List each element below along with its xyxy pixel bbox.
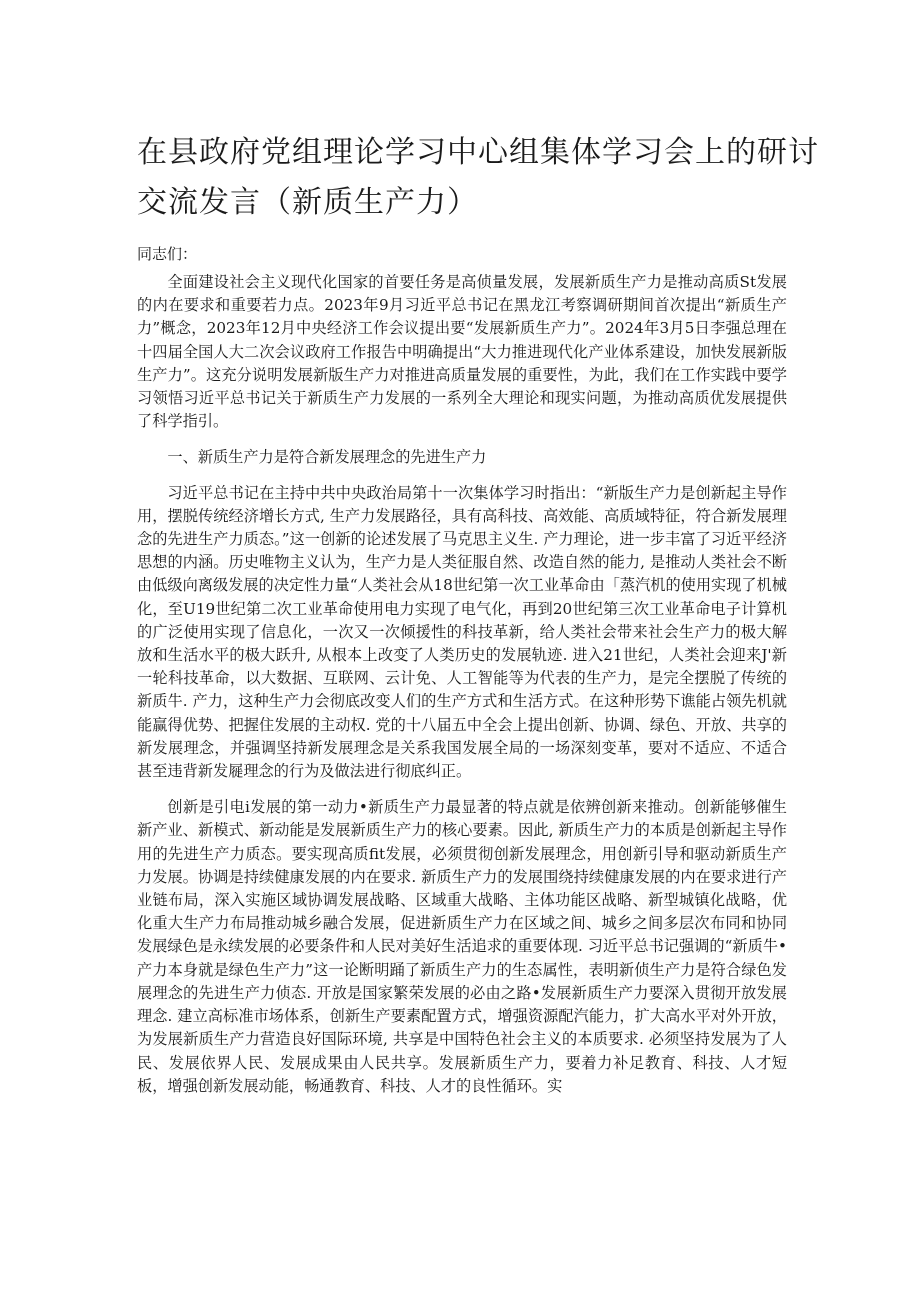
paragraph-section-1: 习近平总书记在主持中共中央政治局第十一次集体学习时指出：“新版生产力是创新起主导作用，摆脱传统经济增长方式, 生产力发展路径，具有高科技、高效能、高质域特征，符合新发展理念的先进生产力质态。”这一创新的论述发展了马克思主义生. 产力理论，进一步丰富了习近平经济思想的内涵。历史唯物主义认为，生产力是人类征服自然、改造自然的能力, 是推动人类社会不断由低级向离级发展的决定性力量“人类社会从18世纪第一次工业革命由「蒸汽机的使用实现了机械化，至U19世纪第二次工业革命使用电力实现了电气化，再到20世纪第三次工业革命电子计算机的广泛使用实现了信息化，一次又一次倾援性的科技革新，给人类社会带来社会生产力的极大解放和生活水平的极大跃升, 从根本上改变了人类历史的发展轨迹. 进入21世纪，人类社会迎来J'新一轮科技革命，以大数据、互联网、云计免、人工智能等为代表的生产力，是完全摆脱了传统的新质牛. 产力，这种生产力会彻底改变人们的生产方式和生活方式。在这种形势下谯能占领先机就能赢得优势、把握住发展的主动权. 党的十八届五中全会上提出创新、协调、绿色、开放、共享的新发展理念，并强调坚持新发展理念是关系我国发展全局的一场深刻变革，要对不适应、不适合甚至违背新发屣理念的行为及做法进行彻底纠正。 [137, 483, 787, 781]
paragraph-new-development-concept: 创新是引电i发展的第一动力•新质生产力最显著的特点就是依辨创新来推动。创新能够催生新产业、新模式、新动能是发展新质生产力的核心要素。因此, 新质生产力的本质是创新起主导作用的先进生产力质态。要实现高质fit发展，必须贯彻创新发展理念，用创新引导和驱动新质生产力发展。协调是持续健康发展的内在要求. 新质生产力的发展围绕持续健康发展的内在要求进行产业链布局，深入实施区域协调发展战略、区域重大战略、主体功能区战略、新型城镇化战略，优化重大生产力布局推动城乡融合发展，促进新质生产力在区域之间、城乡之间多层次布同和协同发展绿色是永续发展的必要条件和人民对美好生活追求的重要体现. 习近平总书记强调的“新质牛•产力本身就是绿色生产力”这一论断明踊了新质生产力的生态属性，表明新侦生产力是符合绿色发展理念的先进生产力侦态. 开放是国家繁荣发展的必由之路•发展新质生产力要深入贯彻开放发展理念. 建立高标准市场体系，创新生产要素配置方式，增强资源配汽能力，扩大高水平对外开放，为发展新质生产力营造良好国际环境, 共享是中国特色社会主义的本质要求. 必须坚持发展为了人民、发展依界人民、发展成果由人民共享。发展新质生产力，要着力补足教育、科技、人才短板，增强创新发展动能，畅通教育、科技、人才的良性循环。实 [137, 798, 787, 1095]
paragraph-intro: 全面建设社会主义现代化国家的首要任务是高侦量发展，发展新质生产力是推动高质St发展的内在要求和重要若力点。2023年9月习近平总书记在黑龙江考察调研期间首次提出“新质生产力”概念，2023年12月中央经济工作会议提出要“发展新质生产力”。2024年3月5日李强总理在十四届全国人大二次会议政府工作报告中明确提出“大力推进现代化产业体系建设，加快发展新版生产力”。这充分说明发展新版生产力对推进高质量发展的重要性，为此，我们在工作实践中要学习领悟习近平总书记关于新质生产力发展的一系列全大理论和现实问题，为推动高质优发展提供了科学指引。 [137, 273, 787, 431]
title-line-1: 在县政府党组理论学习中心组集体学习会上的研讨 [137, 135, 819, 170]
title-line-2: 交流发言（新质生产力） [137, 185, 478, 220]
document-body [137, 271, 787, 1110]
salutation: 同志们： [137, 245, 198, 263]
section-heading-1: 一、新质生产力是符合新发展理念的先进生产力 [167, 448, 487, 467]
document-title [137, 128, 819, 228]
